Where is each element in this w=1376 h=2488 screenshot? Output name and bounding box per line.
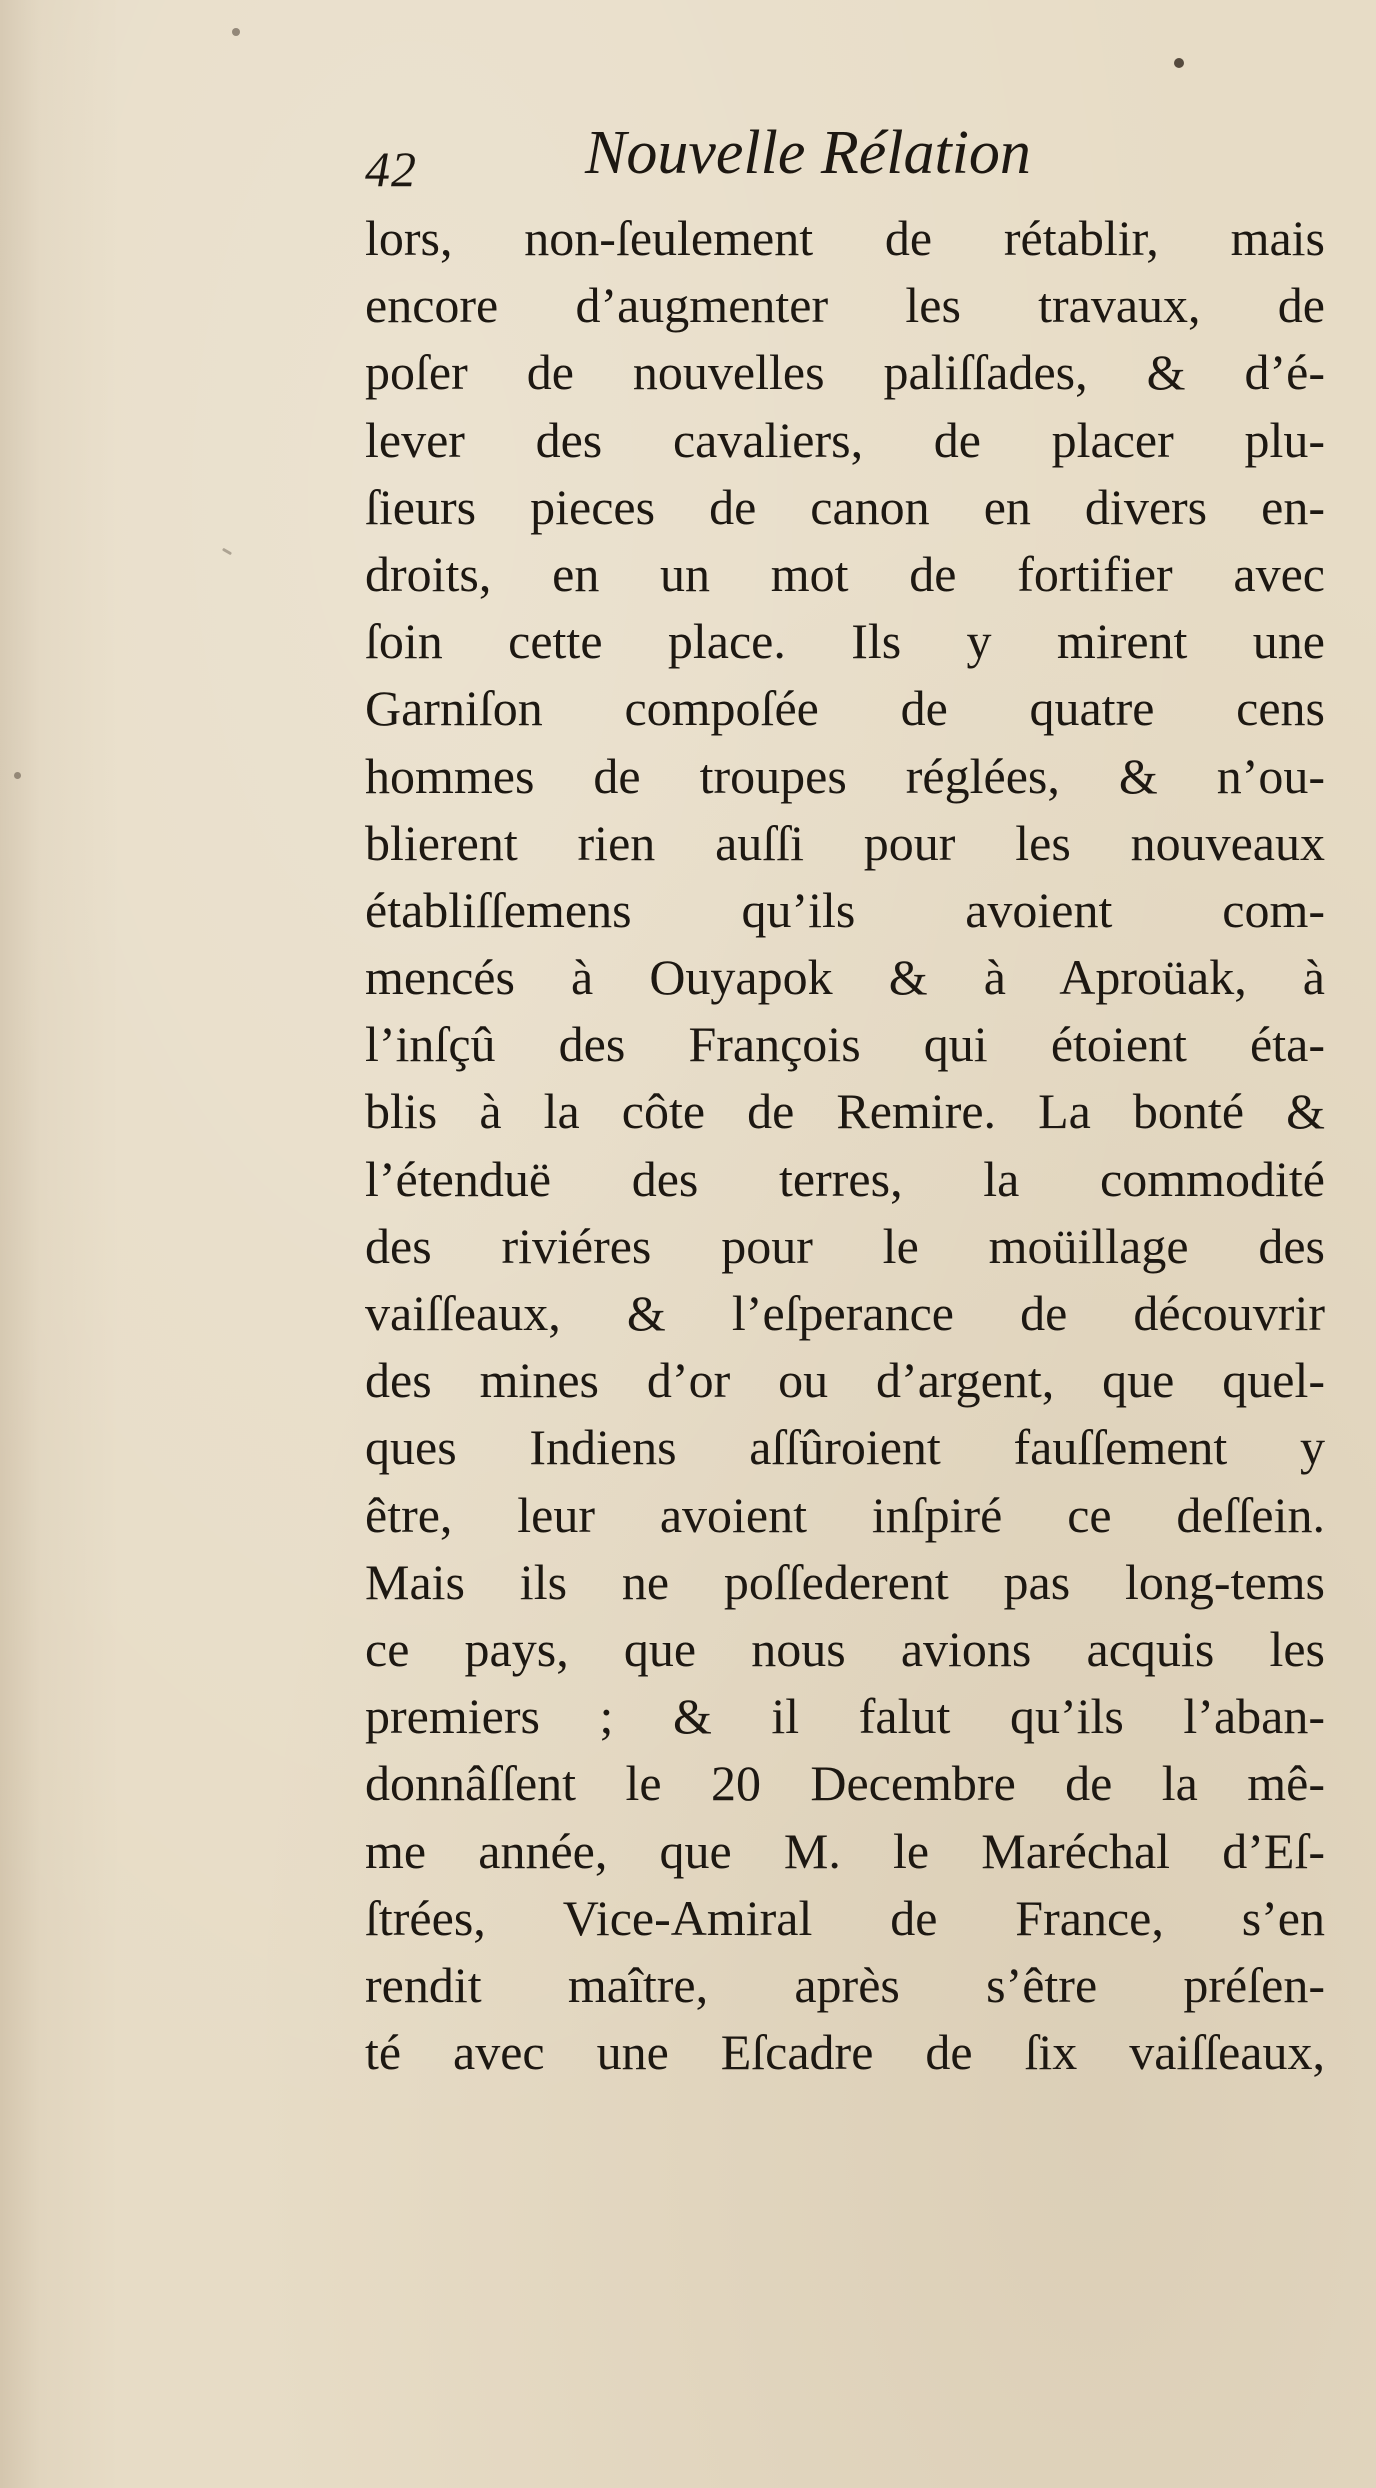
text-line: blierent rien auſſi pour les nouveaux [365, 814, 1325, 871]
text-line: hommes de troupes réglées, & n’ou- [365, 747, 1325, 804]
text-line: ſoin cette place. Ils y mirent une [365, 613, 1325, 670]
text-line: l’étenduë des terres, la commodité [365, 1150, 1325, 1207]
text-line: té avec une Eſcadre de ſix vaiſſeaux, [365, 2024, 1325, 2081]
text-line: établiſſemens qu’ils avoient com- [365, 881, 1325, 938]
text-line: Garniſon compoſée de quatre cens [365, 680, 1325, 737]
page-number: 42 [365, 141, 417, 197]
text-line: lors, non-ſeulement de rétablir, mais [365, 210, 1325, 266]
text-line: donnâſſent le 20 Decembre de la mê- [365, 1755, 1325, 1812]
text-line: encore d’augmenter les travaux, de [365, 277, 1325, 334]
text-line: premiers ; & il falut qu’ils l’aban- [365, 1688, 1325, 1745]
text-line: blis à la côte de Remire. La bonté & [365, 1083, 1325, 1140]
text-line: vaiſſeaux, & l’eſperance de découvrir [365, 1285, 1325, 1341]
running-title: Nouvelle Rélation [585, 119, 1031, 187]
text-line: être, leur avoient inſpiré ce deſſein. [365, 1486, 1325, 1543]
text-line: poſer de nouvelles paliſſades, & d’é- [365, 344, 1325, 401]
page-header [365, 118, 1125, 198]
body-text [365, 205, 1325, 2086]
ink-speck [222, 548, 232, 556]
ink-speck [14, 772, 21, 779]
text-line: l’inſçû des François qui étoient éta- [365, 1016, 1325, 1073]
text-line: me année, que M. le Maréchal d’Eſ- [365, 1822, 1325, 1879]
text-line: des mines d’or ou d’argent, que quel- [365, 1352, 1325, 1409]
text-line: ſieurs pieces de canon en divers en- [365, 478, 1325, 535]
ink-speck [1174, 58, 1184, 68]
text-line: ques Indiens aſſûroient fauſſement y [365, 1419, 1325, 1476]
text-line: lever des cavaliers, de placer plu- [365, 411, 1325, 468]
text-line: rendit maître, après s’être préſen- [365, 1956, 1325, 2013]
text-line: des riviéres pour le moüillage des [365, 1217, 1325, 1274]
text-line: ce pays, que nous avions acquis les [365, 1620, 1325, 1677]
text-line: droits, en un mot de fortifier avec [365, 545, 1325, 602]
text-line: mencés à Ouyapok & à Aproüak, à [365, 949, 1325, 1006]
text-line: ſtrées, Vice-Amiral de France, s’en [365, 1889, 1325, 1946]
ink-speck [232, 28, 240, 36]
text-line: Mais ils ne poſſederent pas long-tems [365, 1553, 1325, 1610]
